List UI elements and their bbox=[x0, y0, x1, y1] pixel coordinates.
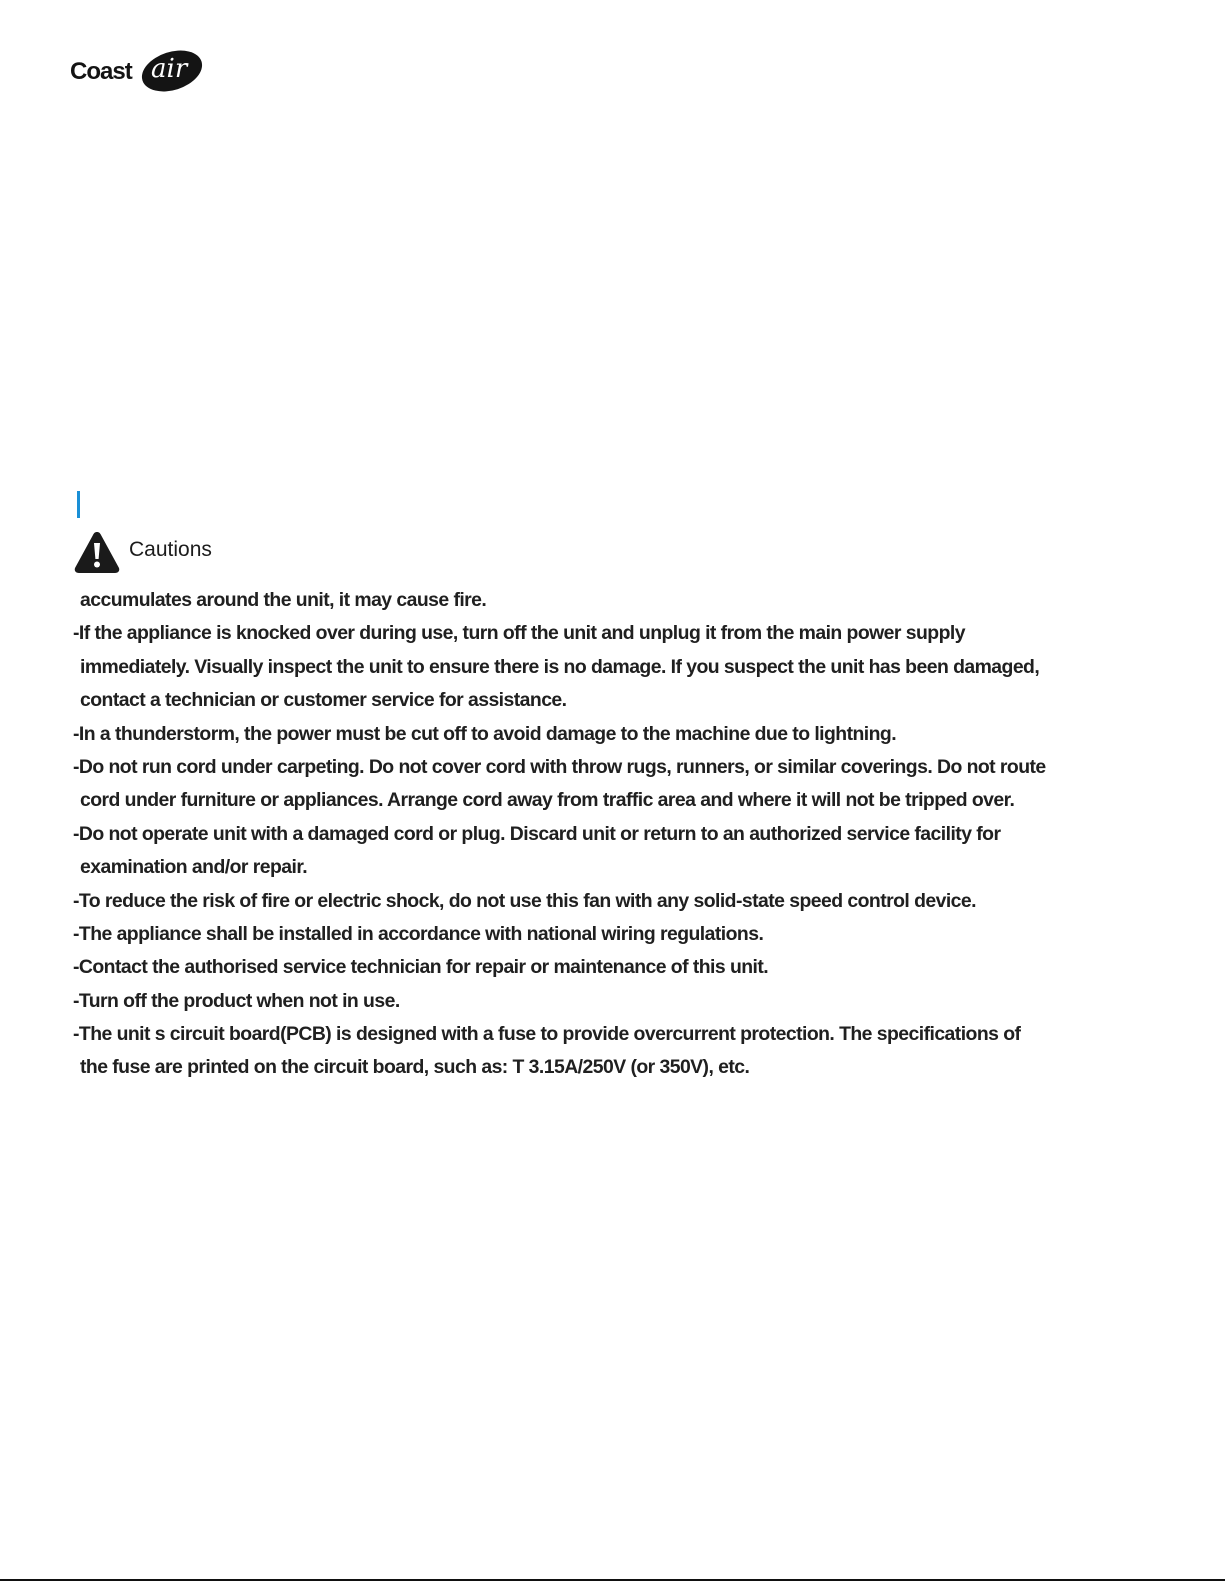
caution-list bbox=[73, 584, 1153, 1085]
coast-air-logo bbox=[68, 52, 208, 96]
caution-title: Cautions bbox=[129, 538, 212, 561]
caution-line: contact a technician or customer service for assistance. bbox=[80, 689, 567, 712]
caution-line: -The appliance shall be installed in accordance with national wiring regulations. bbox=[73, 922, 764, 945]
warning-triangle-icon bbox=[73, 530, 121, 574]
caution-line: examination and/or repair. bbox=[80, 856, 308, 879]
caution-line: accumulates around the unit, it may cause fire. bbox=[80, 589, 487, 611]
logo-script: air bbox=[151, 54, 188, 84]
section-marker bbox=[77, 491, 80, 518]
logo-wordmark: Coast bbox=[70, 58, 132, 85]
page-bottom-rule bbox=[0, 1579, 1225, 1581]
caution-line: the fuse are printed on the circuit board, such as: T 3.15A/250V (or 350V), etc. bbox=[80, 1056, 750, 1079]
caution-line: -To reduce the risk of fire or electric shock, do not use this fan with any solid-state speed control device. bbox=[73, 889, 976, 912]
caution-line: -Do not operate unit with a damaged cord or plug. Discard unit or return to an authorized service facility for bbox=[73, 822, 1001, 845]
caution-line: cord under furniture or appliances. Arrange cord away from traffic area and where it will not be tripped over. bbox=[80, 789, 1015, 812]
caution-line: -The unit s circuit board(PCB) is designed with a fuse to provide overcurrent protection. The specifications of bbox=[73, 1023, 1021, 1046]
caution-line: -If the appliance is knocked over during use, turn off the unit and unplug it from the main power supply bbox=[73, 622, 965, 645]
caution-line: -Contact the authorised service technician for repair or maintenance of this unit. bbox=[73, 956, 769, 979]
caution-line: -In a thunderstorm, the power must be cut off to avoid damage to the machine due to lightning. bbox=[73, 722, 897, 745]
caution-line: immediately. Visually inspect the unit to ensure there is no damage. If you suspect the unit has been damaged, bbox=[80, 655, 1040, 678]
caution-line: -Do not run cord under carpeting. Do not cover cord with throw rugs, runners, or similar coverings. Do not route bbox=[73, 755, 1046, 778]
caution-line: -Turn off the product when not in use. bbox=[73, 989, 400, 1012]
